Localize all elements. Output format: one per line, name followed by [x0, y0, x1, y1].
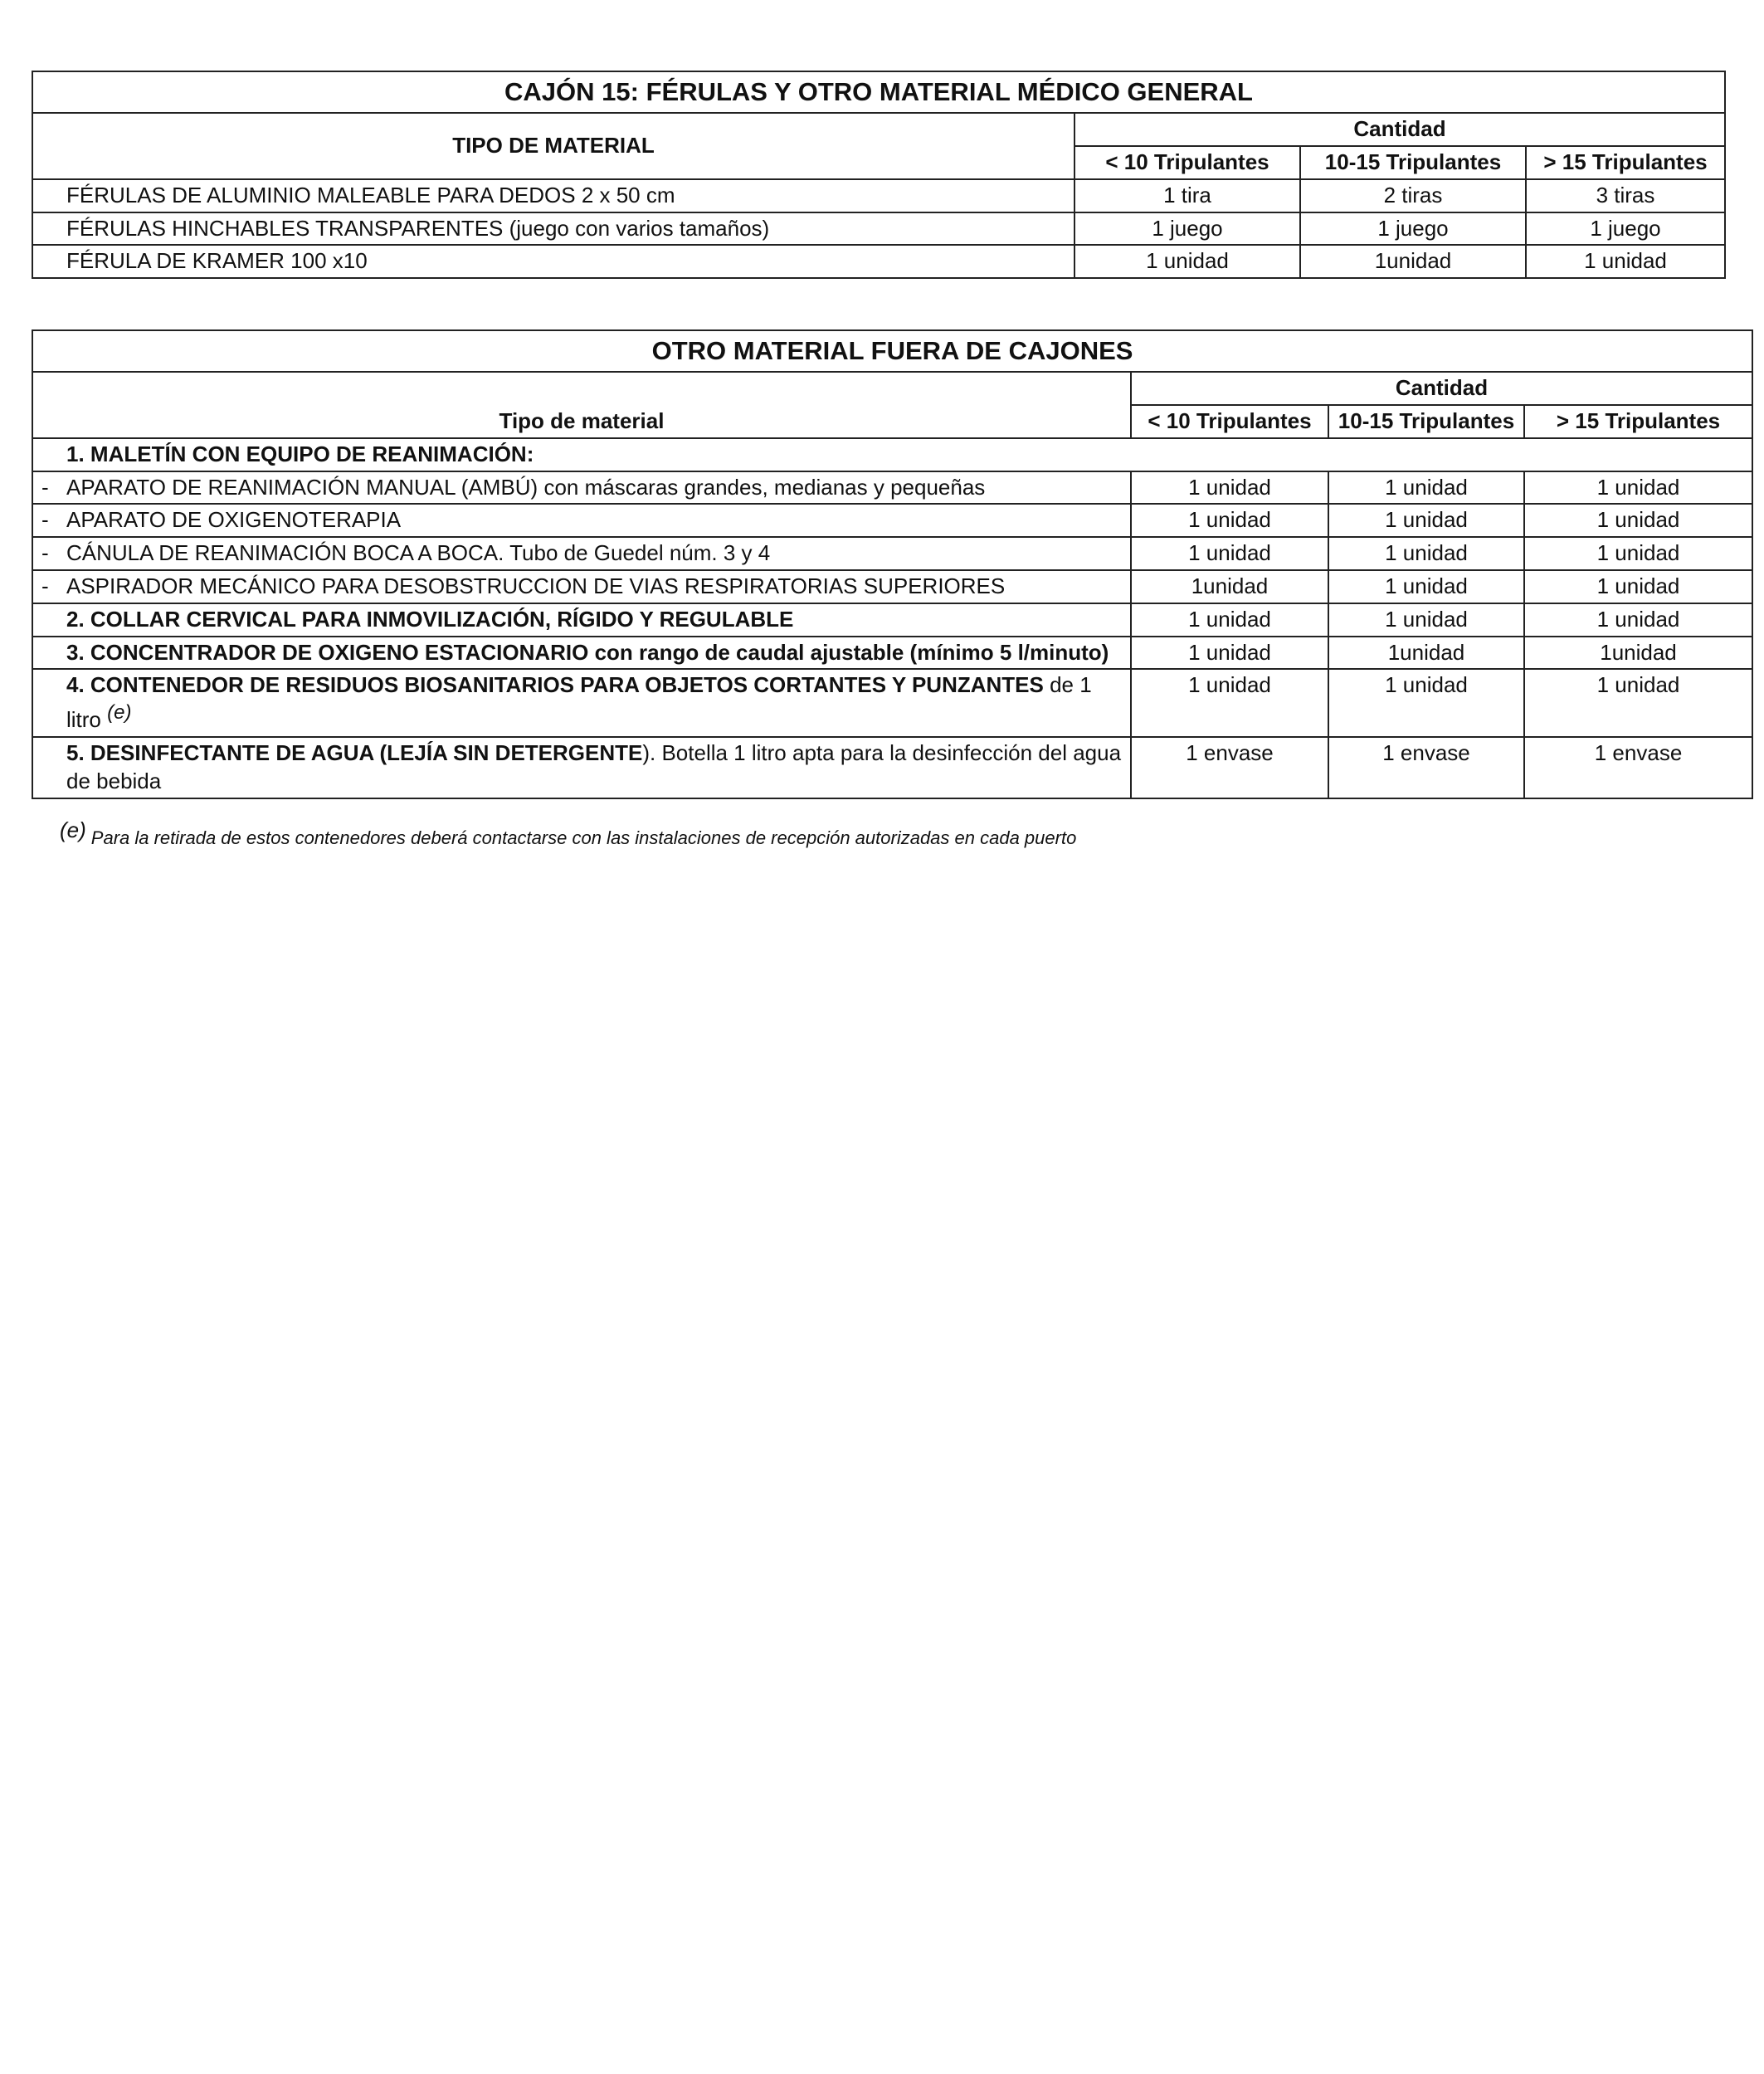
footnote-ref: (e) [107, 701, 132, 725]
qty-gt15: 1 unidad [1524, 570, 1752, 603]
footnote-mark: (e) [60, 817, 86, 842]
header-gt15: > 15 Tripulantes [1526, 146, 1725, 179]
qty-lt10: 1 unidad [1131, 504, 1328, 537]
material-name: FÉRULAS HINCHABLES TRANSPARENTES (juego con varios tamaños) [32, 212, 1074, 246]
header-lt10: < 10 Tripulantes [1131, 405, 1328, 438]
qty-10-15: 1 unidad [1328, 504, 1524, 537]
list-dash: - [41, 474, 49, 500]
material-detail: de 1 litro [66, 672, 1092, 733]
material-name: APARATO DE OXIGENOTERAPIA [66, 507, 402, 533]
material-detail: ). Botella 1 litro apta para la desinfección del agua de bebida [66, 740, 1122, 793]
qty-10-15: 1 unidad [1328, 537, 1524, 570]
table-title: CAJÓN 15: FÉRULAS Y OTRO MATERIAL MÉDICO GENERAL [32, 71, 1725, 113]
qty-lt10: 1 envase [1131, 737, 1328, 798]
qty-lt10: 1 unidad [1074, 245, 1300, 278]
table-row [32, 471, 1752, 505]
qty-lt10: 1 unidad [1131, 669, 1328, 737]
list-dash: - [41, 507, 49, 533]
material-name: FÉRULA DE KRAMER 100 x10 [32, 245, 1074, 278]
header-tipo-material: Tipo de material [32, 372, 1131, 438]
table-row [32, 245, 1725, 278]
header-10-15: 10-15 Tripulantes [1328, 405, 1524, 438]
list-dash: - [41, 540, 49, 566]
qty-lt10: 1unidad [1131, 570, 1328, 603]
material-name: CÁNULA DE REANIMACIÓN BOCA A BOCA. Tubo de Guedel núm. 3 y 4 [66, 540, 771, 566]
qty-gt15: 1 unidad [1524, 504, 1752, 537]
footnote [60, 817, 1076, 849]
table-title: OTRO MATERIAL FUERA DE CAJONES [32, 330, 1752, 372]
qty-gt15: 1 unidad [1524, 603, 1752, 637]
header-tipo-material: TIPO DE MATERIAL [32, 113, 1074, 179]
qty-10-15: 1 unidad [1328, 669, 1524, 737]
table-row [32, 537, 1752, 570]
table-row [32, 603, 1752, 637]
qty-10-15: 1 juego [1300, 212, 1526, 246]
qty-gt15: 1 unidad [1524, 471, 1752, 505]
footnote-text: Para la retirada de estos contenedores deberá contactarse con las instalaciones de recepción autorizadas en cada puerto [90, 827, 1077, 848]
table-row [32, 737, 1752, 798]
material-name: 4. CONTENEDOR DE RESIDUOS BIOSANITARIOS PARA OBJETOS CORTANTES Y PUNZANTES [66, 672, 1044, 698]
table-row [32, 179, 1725, 212]
header-lt10: < 10 Tripulantes [1074, 146, 1300, 179]
qty-gt15: 1 unidad [1526, 245, 1725, 278]
material-name: ASPIRADOR MECÁNICO PARA DESOBSTRUCCION DE VIAS RESPIRATORIAS SUPERIORES [66, 573, 1006, 599]
material-name: APARATO DE REANIMACIÓN MANUAL (AMBÚ) con máscaras grandes, medianas y pequeñas [66, 474, 986, 500]
qty-lt10: 1 tira [1074, 179, 1300, 212]
section-row [32, 438, 1752, 471]
qty-lt10: 1 unidad [1131, 471, 1328, 505]
qty-gt15: 1 unidad [1524, 669, 1752, 737]
qty-10-15: 1 envase [1328, 737, 1524, 798]
qty-10-15: 1unidad [1300, 245, 1526, 278]
qty-10-15: 1 unidad [1328, 471, 1524, 505]
material-name: 2. COLLAR CERVICAL PARA INMOVILIZACIÓN, RÍGIDO Y REGULABLE [32, 603, 1131, 637]
qty-10-15: 1unidad [1328, 637, 1524, 670]
header-cantidad: Cantidad [1074, 113, 1725, 146]
qty-10-15: 2 tiras [1300, 179, 1526, 212]
table-row [32, 669, 1752, 737]
table-cajon-15 [32, 71, 1726, 279]
header-10-15: 10-15 Tripulantes [1300, 146, 1526, 179]
qty-lt10: 1 unidad [1131, 537, 1328, 570]
material-name: 5. DESINFECTANTE DE AGUA (LEJÍA SIN DETERGENTE [66, 740, 643, 766]
qty-10-15: 1 unidad [1328, 570, 1524, 603]
table-otro-material [32, 329, 1753, 799]
table-row [32, 212, 1725, 246]
qty-10-15: 1 unidad [1328, 603, 1524, 637]
qty-lt10: 1 unidad [1131, 603, 1328, 637]
table-row [32, 570, 1752, 603]
material-name: FÉRULAS DE ALUMINIO MALEABLE PARA DEDOS 2 x 50 cm [32, 179, 1074, 212]
list-dash: - [41, 573, 49, 599]
material-name: 3. CONCENTRADOR DE OXIGENO ESTACIONARIO con rango de caudal ajustable (mínimo 5 l/minuto) [32, 637, 1131, 670]
qty-lt10: 1 unidad [1131, 637, 1328, 670]
header-cantidad: Cantidad [1131, 372, 1752, 405]
qty-gt15: 3 tiras [1526, 179, 1725, 212]
table-row [32, 637, 1752, 670]
qty-gt15: 1 unidad [1524, 537, 1752, 570]
qty-gt15: 1 envase [1524, 737, 1752, 798]
qty-gt15: 1unidad [1524, 637, 1752, 670]
header-gt15: > 15 Tripulantes [1524, 405, 1752, 438]
qty-lt10: 1 juego [1074, 212, 1300, 246]
qty-gt15: 1 juego [1526, 212, 1725, 246]
table-row [32, 504, 1752, 537]
section-title: 1. MALETÍN CON EQUIPO DE REANIMACIÓN: [32, 438, 1752, 471]
